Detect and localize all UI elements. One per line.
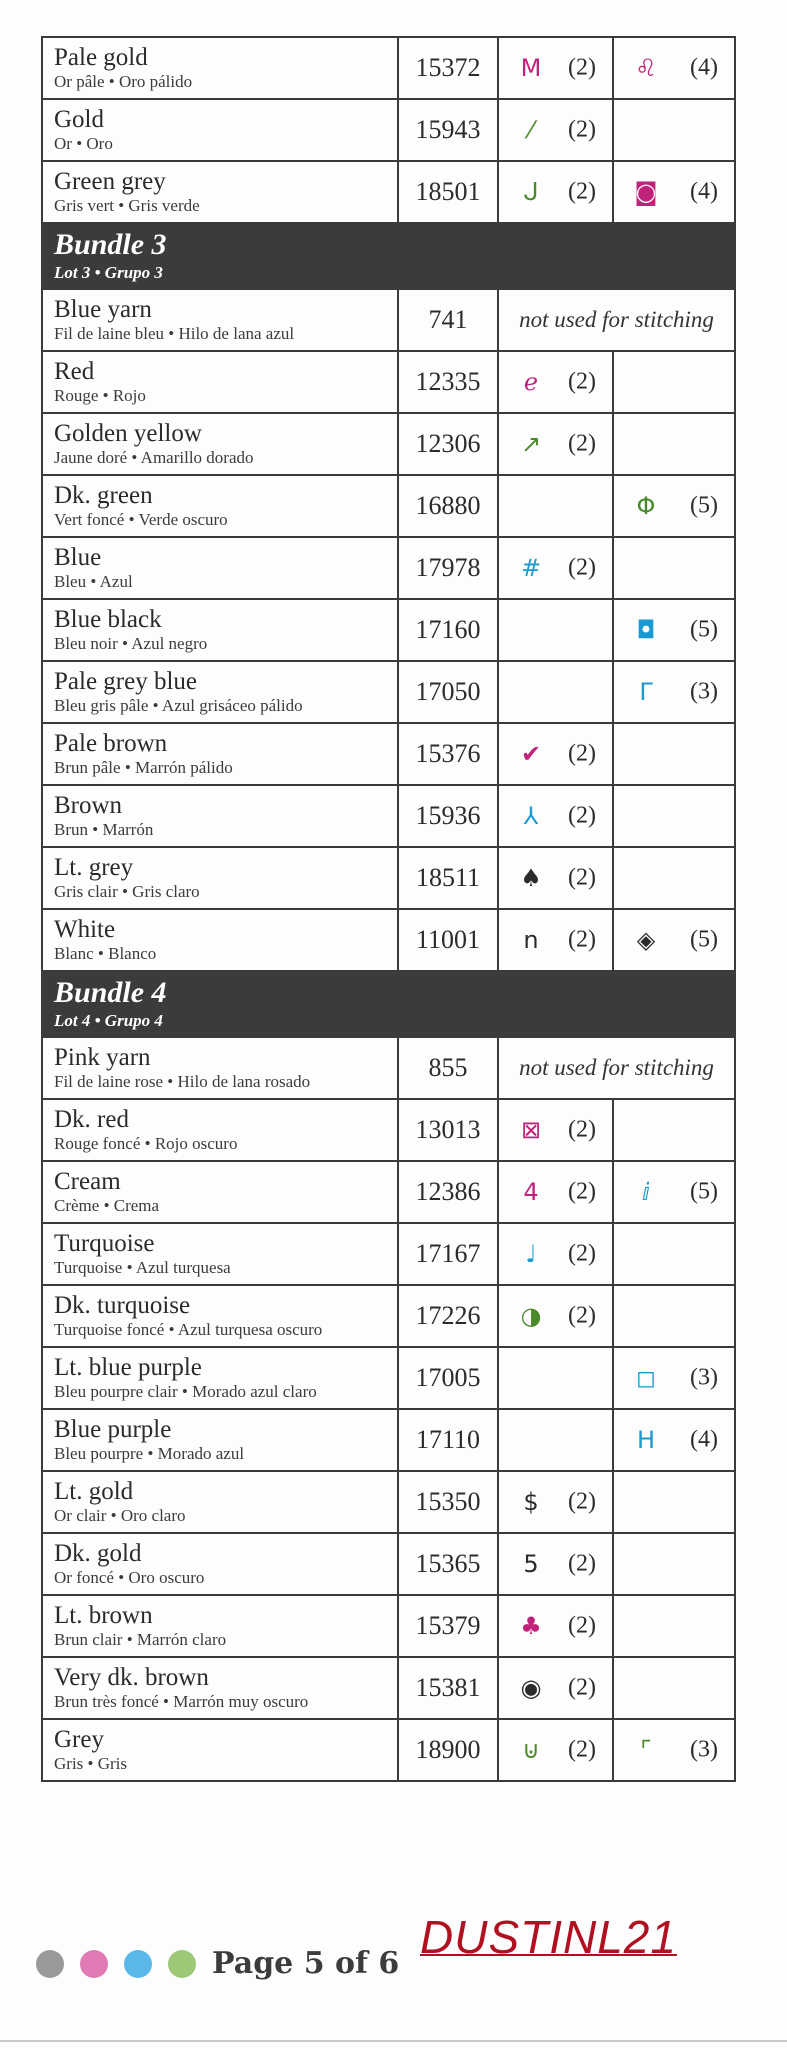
color-translation: Bleu noir • Azul negro <box>54 634 208 654</box>
strand-count: (2) <box>568 1612 596 1639</box>
stitch-symbol-icon: ↗ <box>520 430 542 458</box>
color-translation: Crème • Crema <box>54 1196 160 1216</box>
strand-count: (2) <box>568 1240 596 1267</box>
strand-count: (2) <box>568 430 596 457</box>
color-name-cell <box>42 1533 398 1595</box>
full-stitch-symbol-cell <box>498 537 613 599</box>
color-translation: Rouge foncé • Rojo oscuro <box>54 1134 238 1154</box>
blue-dot <box>124 1950 152 1978</box>
half-stitch-symbol-cell <box>613 537 735 599</box>
color-row <box>42 723 735 785</box>
strand-count: (5) <box>690 492 718 519</box>
color-name-cell <box>42 785 398 847</box>
color-code: 15376 <box>398 723 498 785</box>
color-name: Cream <box>54 1167 121 1195</box>
strand-count: (5) <box>690 616 718 643</box>
color-translation: Bleu pourpre • Morado azul <box>54 1444 245 1464</box>
color-name-cell <box>42 909 398 971</box>
color-name: Turquoise <box>54 1229 155 1257</box>
half-stitch-symbol-cell <box>613 723 735 785</box>
stitch-symbol-icon: ✔ <box>520 740 542 768</box>
color-translation: Rouge • Rojo <box>54 386 146 406</box>
green-dot <box>168 1950 196 1978</box>
color-translation: Turquoise foncé • Azul turquesa oscuro <box>54 1320 323 1340</box>
full-stitch-symbol-cell <box>498 599 613 661</box>
stitch-symbol-icon: ◉ <box>520 1674 542 1702</box>
strand-count: (2) <box>568 116 596 143</box>
color-row <box>42 1533 735 1595</box>
color-name-cell <box>42 1471 398 1533</box>
color-row <box>42 661 735 723</box>
half-stitch-symbol-cell <box>613 37 735 99</box>
color-code: 11001 <box>398 909 498 971</box>
full-stitch-symbol-cell <box>498 661 613 723</box>
full-stitch-symbol-cell <box>498 99 613 161</box>
stitch-symbol-icon: ⊍ <box>522 1736 540 1764</box>
color-name-cell <box>42 599 398 661</box>
color-translation: Gris • Gris <box>54 1754 128 1774</box>
full-stitch-symbol-cell <box>498 1223 613 1285</box>
half-stitch-symbol-cell <box>613 351 735 413</box>
color-name-cell <box>42 537 398 599</box>
color-code: 15350 <box>398 1471 498 1533</box>
stitch-symbol-icon: Φ <box>636 492 656 520</box>
strand-count: (3) <box>690 678 718 705</box>
color-code: 15372 <box>398 37 498 99</box>
stitch-symbol-icon: ⊠ <box>520 1116 542 1144</box>
half-stitch-symbol-cell <box>613 1595 735 1657</box>
color-translation: Jaune doré • Amarillo dorado <box>54 448 254 468</box>
color-name: Lt. grey <box>54 853 134 881</box>
color-key-body <box>42 37 735 1781</box>
color-name-cell <box>42 723 398 785</box>
stitch-symbol-icon: ◘ <box>636 616 656 644</box>
color-translation: Vert foncé • Verde oscuro <box>54 510 228 530</box>
color-code: 17005 <box>398 1347 498 1409</box>
stitch-symbol-icon: ◑ <box>520 1302 542 1330</box>
color-name: Dk. turquoise <box>54 1291 191 1319</box>
color-translation: Fil de laine rose • Hilo de lana rosado <box>54 1072 311 1092</box>
color-code: 18900 <box>398 1719 498 1781</box>
stitch-symbol-icon: ♌ <box>635 54 657 82</box>
strand-count: (3) <box>690 1364 718 1391</box>
color-row <box>42 1161 735 1223</box>
color-code: 741 <box>398 289 498 351</box>
color-row <box>42 537 735 599</box>
half-stitch-symbol-cell <box>613 1099 735 1161</box>
color-name: Dk. gold <box>54 1539 142 1567</box>
strand-count: (2) <box>568 1736 596 1763</box>
strand-count: (5) <box>690 1178 718 1205</box>
color-translation: Brun • Marrón <box>54 820 154 840</box>
color-row <box>42 413 735 475</box>
color-code: 17167 <box>398 1223 498 1285</box>
strand-count: (2) <box>568 554 596 581</box>
color-name-cell <box>42 1595 398 1657</box>
strand-count: (4) <box>690 178 718 205</box>
stitch-symbol-icon: ⅈ <box>641 1178 651 1206</box>
color-name-cell <box>42 1099 398 1161</box>
full-stitch-symbol-cell <box>498 785 613 847</box>
color-name-cell <box>42 661 398 723</box>
color-row <box>42 1285 735 1347</box>
full-stitch-symbol-cell <box>498 909 613 971</box>
color-name: Green grey <box>54 167 166 195</box>
color-translation: Gris clair • Gris claro <box>54 882 200 902</box>
stitch-symbol-icon: ◻ <box>636 1364 656 1392</box>
color-translation: Or foncé • Oro oscuro <box>54 1568 205 1588</box>
color-code: 12335 <box>398 351 498 413</box>
color-code: 15365 <box>398 1533 498 1595</box>
color-name-cell <box>42 1347 398 1409</box>
strand-count: (2) <box>568 178 596 205</box>
color-row <box>42 1409 735 1471</box>
stitch-symbol-icon: ♠ <box>520 864 542 892</box>
color-name: Dk. red <box>54 1105 129 1133</box>
color-name: White <box>54 915 116 943</box>
color-name-cell <box>42 1657 398 1719</box>
not-used-note: not used for stitching <box>498 289 735 351</box>
color-name-cell <box>42 847 398 909</box>
stitch-symbol-icon: M <box>520 54 542 82</box>
color-name: Blue yarn <box>54 295 152 323</box>
color-code: 17110 <box>398 1409 498 1471</box>
strand-count: (2) <box>568 1674 596 1701</box>
color-name: Red <box>54 357 95 385</box>
full-stitch-symbol-cell <box>498 1285 613 1347</box>
color-code: 17160 <box>398 599 498 661</box>
color-code: 15936 <box>398 785 498 847</box>
full-stitch-symbol-cell <box>498 723 613 785</box>
color-code: 18501 <box>398 161 498 223</box>
color-translation: Bleu pourpre clair • Morado azul claro <box>54 1382 317 1402</box>
half-stitch-symbol-cell <box>613 909 735 971</box>
half-stitch-symbol-cell <box>613 1285 735 1347</box>
color-name: Golden yellow <box>54 419 202 447</box>
color-code: 12386 <box>398 1161 498 1223</box>
color-name: Gold <box>54 105 104 133</box>
color-name: Grey <box>54 1725 104 1753</box>
half-stitch-symbol-cell <box>613 1657 735 1719</box>
strand-count: (4) <box>690 1426 718 1453</box>
color-name: Blue <box>54 543 102 571</box>
pink-dot <box>80 1950 108 1978</box>
grey-dot <box>36 1950 64 1978</box>
page-number: Page 5 of 6 <box>212 1946 400 1981</box>
color-translation: Brun pâle • Marrón pálido <box>54 758 233 778</box>
color-name: Pale gold <box>54 43 148 71</box>
full-stitch-symbol-cell <box>498 1595 613 1657</box>
color-translation: Bleu • Azul <box>54 572 133 592</box>
full-stitch-symbol-cell <box>498 475 613 537</box>
color-row <box>42 475 735 537</box>
color-row <box>42 1347 735 1409</box>
color-code: 17050 <box>398 661 498 723</box>
strand-count: (2) <box>568 54 596 81</box>
full-stitch-symbol-cell <box>498 37 613 99</box>
color-row <box>42 1471 735 1533</box>
bundle-header-cell <box>42 223 735 289</box>
full-stitch-symbol-cell <box>498 413 613 475</box>
full-stitch-symbol-cell <box>498 1719 613 1781</box>
color-translation: Blanc • Blanco <box>54 944 157 964</box>
color-name-cell <box>42 37 398 99</box>
color-row <box>42 1223 735 1285</box>
stitch-symbol-icon: ℯ <box>523 368 539 396</box>
bundle-header-row <box>42 223 735 289</box>
color-translation: Brun clair • Marrón claro <box>54 1630 227 1650</box>
color-name: Blue black <box>54 605 162 633</box>
stitch-symbol-icon: $ <box>523 1488 539 1516</box>
stitch-symbol-icon: ⌜ <box>640 1736 652 1764</box>
half-stitch-symbol-cell <box>613 99 735 161</box>
bundle-header-row <box>42 971 735 1037</box>
stitch-symbol-icon: n <box>523 926 539 954</box>
strand-count: (2) <box>568 1488 596 1515</box>
strand-count: (2) <box>568 1178 596 1205</box>
half-stitch-symbol-cell <box>613 1347 735 1409</box>
bundle-title: Bundle 4 <box>54 976 167 1010</box>
stitch-symbol-icon: 4 <box>523 1178 539 1206</box>
color-name: Pale grey blue <box>54 667 198 695</box>
color-row <box>42 161 735 223</box>
color-translation: Brun très foncé • Marrón muy oscuro <box>54 1692 309 1712</box>
stitch-symbol-icon: ♩ <box>525 1240 537 1268</box>
color-name-cell <box>42 413 398 475</box>
scan-edge-line <box>0 2040 787 2042</box>
half-stitch-symbol-cell <box>613 161 735 223</box>
color-name: Dk. green <box>54 481 153 509</box>
half-stitch-symbol-cell <box>613 1161 735 1223</box>
color-code: 17978 <box>398 537 498 599</box>
stitch-symbol-icon: H <box>636 1426 656 1454</box>
full-stitch-symbol-cell <box>498 161 613 223</box>
color-row <box>42 1719 735 1781</box>
full-stitch-symbol-cell <box>498 1657 613 1719</box>
color-name-cell <box>42 99 398 161</box>
color-name-cell <box>42 1719 398 1781</box>
color-row <box>42 785 735 847</box>
color-row <box>42 1037 735 1099</box>
strand-count: (3) <box>690 1736 718 1763</box>
stitch-symbol-icon: # <box>520 554 542 582</box>
color-code: 18511 <box>398 847 498 909</box>
color-name-cell <box>42 475 398 537</box>
color-row <box>42 37 735 99</box>
strand-count: (2) <box>568 368 596 395</box>
color-name: Blue purple <box>54 1415 172 1443</box>
strand-count: (5) <box>690 926 718 953</box>
color-translation: Gris vert • Gris verde <box>54 196 200 216</box>
color-row <box>42 847 735 909</box>
half-stitch-symbol-cell <box>613 1533 735 1595</box>
color-code: 15381 <box>398 1657 498 1719</box>
color-name: Brown <box>54 791 123 819</box>
color-name-cell <box>42 1223 398 1285</box>
color-name-cell <box>42 1409 398 1471</box>
bundle-subtitle: Lot 3 • Grupo 3 <box>54 262 163 282</box>
color-code: 16880 <box>398 475 498 537</box>
strand-count: (2) <box>568 926 596 953</box>
color-code: 12306 <box>398 413 498 475</box>
bundle-header-cell <box>42 971 735 1037</box>
color-name-cell <box>42 1285 398 1347</box>
half-stitch-symbol-cell <box>613 1223 735 1285</box>
color-name-cell <box>42 161 398 223</box>
strand-count: (2) <box>568 802 596 829</box>
strand-count: (2) <box>568 1116 596 1143</box>
strand-count: (2) <box>568 1302 596 1329</box>
color-translation: Or pâle • Oro pálido <box>54 72 193 92</box>
strand-count: (2) <box>568 740 596 767</box>
full-stitch-symbol-cell <box>498 1161 613 1223</box>
color-row <box>42 1657 735 1719</box>
color-row <box>42 1099 735 1161</box>
color-code: 15379 <box>398 1595 498 1657</box>
color-name: Pink yarn <box>54 1043 151 1071</box>
stitch-symbol-icon: ◈ <box>636 926 656 954</box>
color-name: Very dk. brown <box>54 1663 209 1691</box>
color-name-cell <box>42 351 398 413</box>
color-name-cell <box>42 1037 398 1099</box>
full-stitch-symbol-cell <box>498 351 613 413</box>
color-translation: Or clair • Oro claro <box>54 1506 186 1526</box>
full-stitch-symbol-cell <box>498 1409 613 1471</box>
half-stitch-symbol-cell <box>613 847 735 909</box>
color-translation: Fil de laine bleu • Hilo de lana azul <box>54 324 295 344</box>
color-name-cell <box>42 1161 398 1223</box>
strand-count: (4) <box>690 54 718 81</box>
color-row <box>42 289 735 351</box>
color-key-table <box>41 36 736 1782</box>
full-stitch-symbol-cell <box>498 847 613 909</box>
color-code: 855 <box>398 1037 498 1099</box>
bundle-title: Bundle 3 <box>54 228 167 262</box>
watermark-signature: DUSTINL21 <box>420 1911 677 1963</box>
full-stitch-symbol-cell <box>498 1099 613 1161</box>
color-translation: Or • Oro <box>54 134 113 154</box>
half-stitch-symbol-cell <box>613 1409 735 1471</box>
stitch-symbol-icon: ♣ <box>520 1612 542 1640</box>
color-row <box>42 1595 735 1657</box>
stitch-symbol-icon: 5 <box>523 1550 539 1578</box>
stitch-symbol-icon: ⁄ <box>528 116 534 144</box>
stitch-symbol-icon: Γ <box>639 678 653 706</box>
color-row <box>42 599 735 661</box>
strand-count: (2) <box>568 1550 596 1577</box>
color-code: 13013 <box>398 1099 498 1161</box>
bundle-subtitle: Lot 4 • Grupo 4 <box>54 1010 163 1030</box>
color-row <box>42 909 735 971</box>
color-code: 17226 <box>398 1285 498 1347</box>
not-used-note: not used for stitching <box>498 1037 735 1099</box>
color-translation: Turquoise • Azul turquesa <box>54 1258 231 1278</box>
color-name: Lt. blue purple <box>54 1353 202 1381</box>
full-stitch-symbol-cell <box>498 1347 613 1409</box>
half-stitch-symbol-cell <box>613 475 735 537</box>
stitch-symbol-icon: ◙ <box>634 178 658 206</box>
color-name: Pale brown <box>54 729 168 757</box>
full-stitch-symbol-cell <box>498 1471 613 1533</box>
full-stitch-symbol-cell <box>498 1533 613 1595</box>
color-row <box>42 351 735 413</box>
half-stitch-symbol-cell <box>613 599 735 661</box>
stitch-symbol-icon: ᒍ <box>523 178 539 206</box>
half-stitch-symbol-cell <box>613 785 735 847</box>
half-stitch-symbol-cell <box>613 413 735 475</box>
strand-count: (2) <box>568 864 596 891</box>
color-name-cell <box>42 289 398 351</box>
half-stitch-symbol-cell <box>613 1719 735 1781</box>
color-name: Lt. gold <box>54 1477 134 1505</box>
half-stitch-symbol-cell <box>613 1471 735 1533</box>
half-stitch-symbol-cell <box>613 661 735 723</box>
color-translation: Bleu gris pâle • Azul grisáceo pálido <box>54 696 303 716</box>
color-name: Lt. brown <box>54 1601 153 1629</box>
color-row <box>42 99 735 161</box>
stitch-symbol-icon: ⅄ <box>523 802 539 830</box>
color-code: 15943 <box>398 99 498 161</box>
